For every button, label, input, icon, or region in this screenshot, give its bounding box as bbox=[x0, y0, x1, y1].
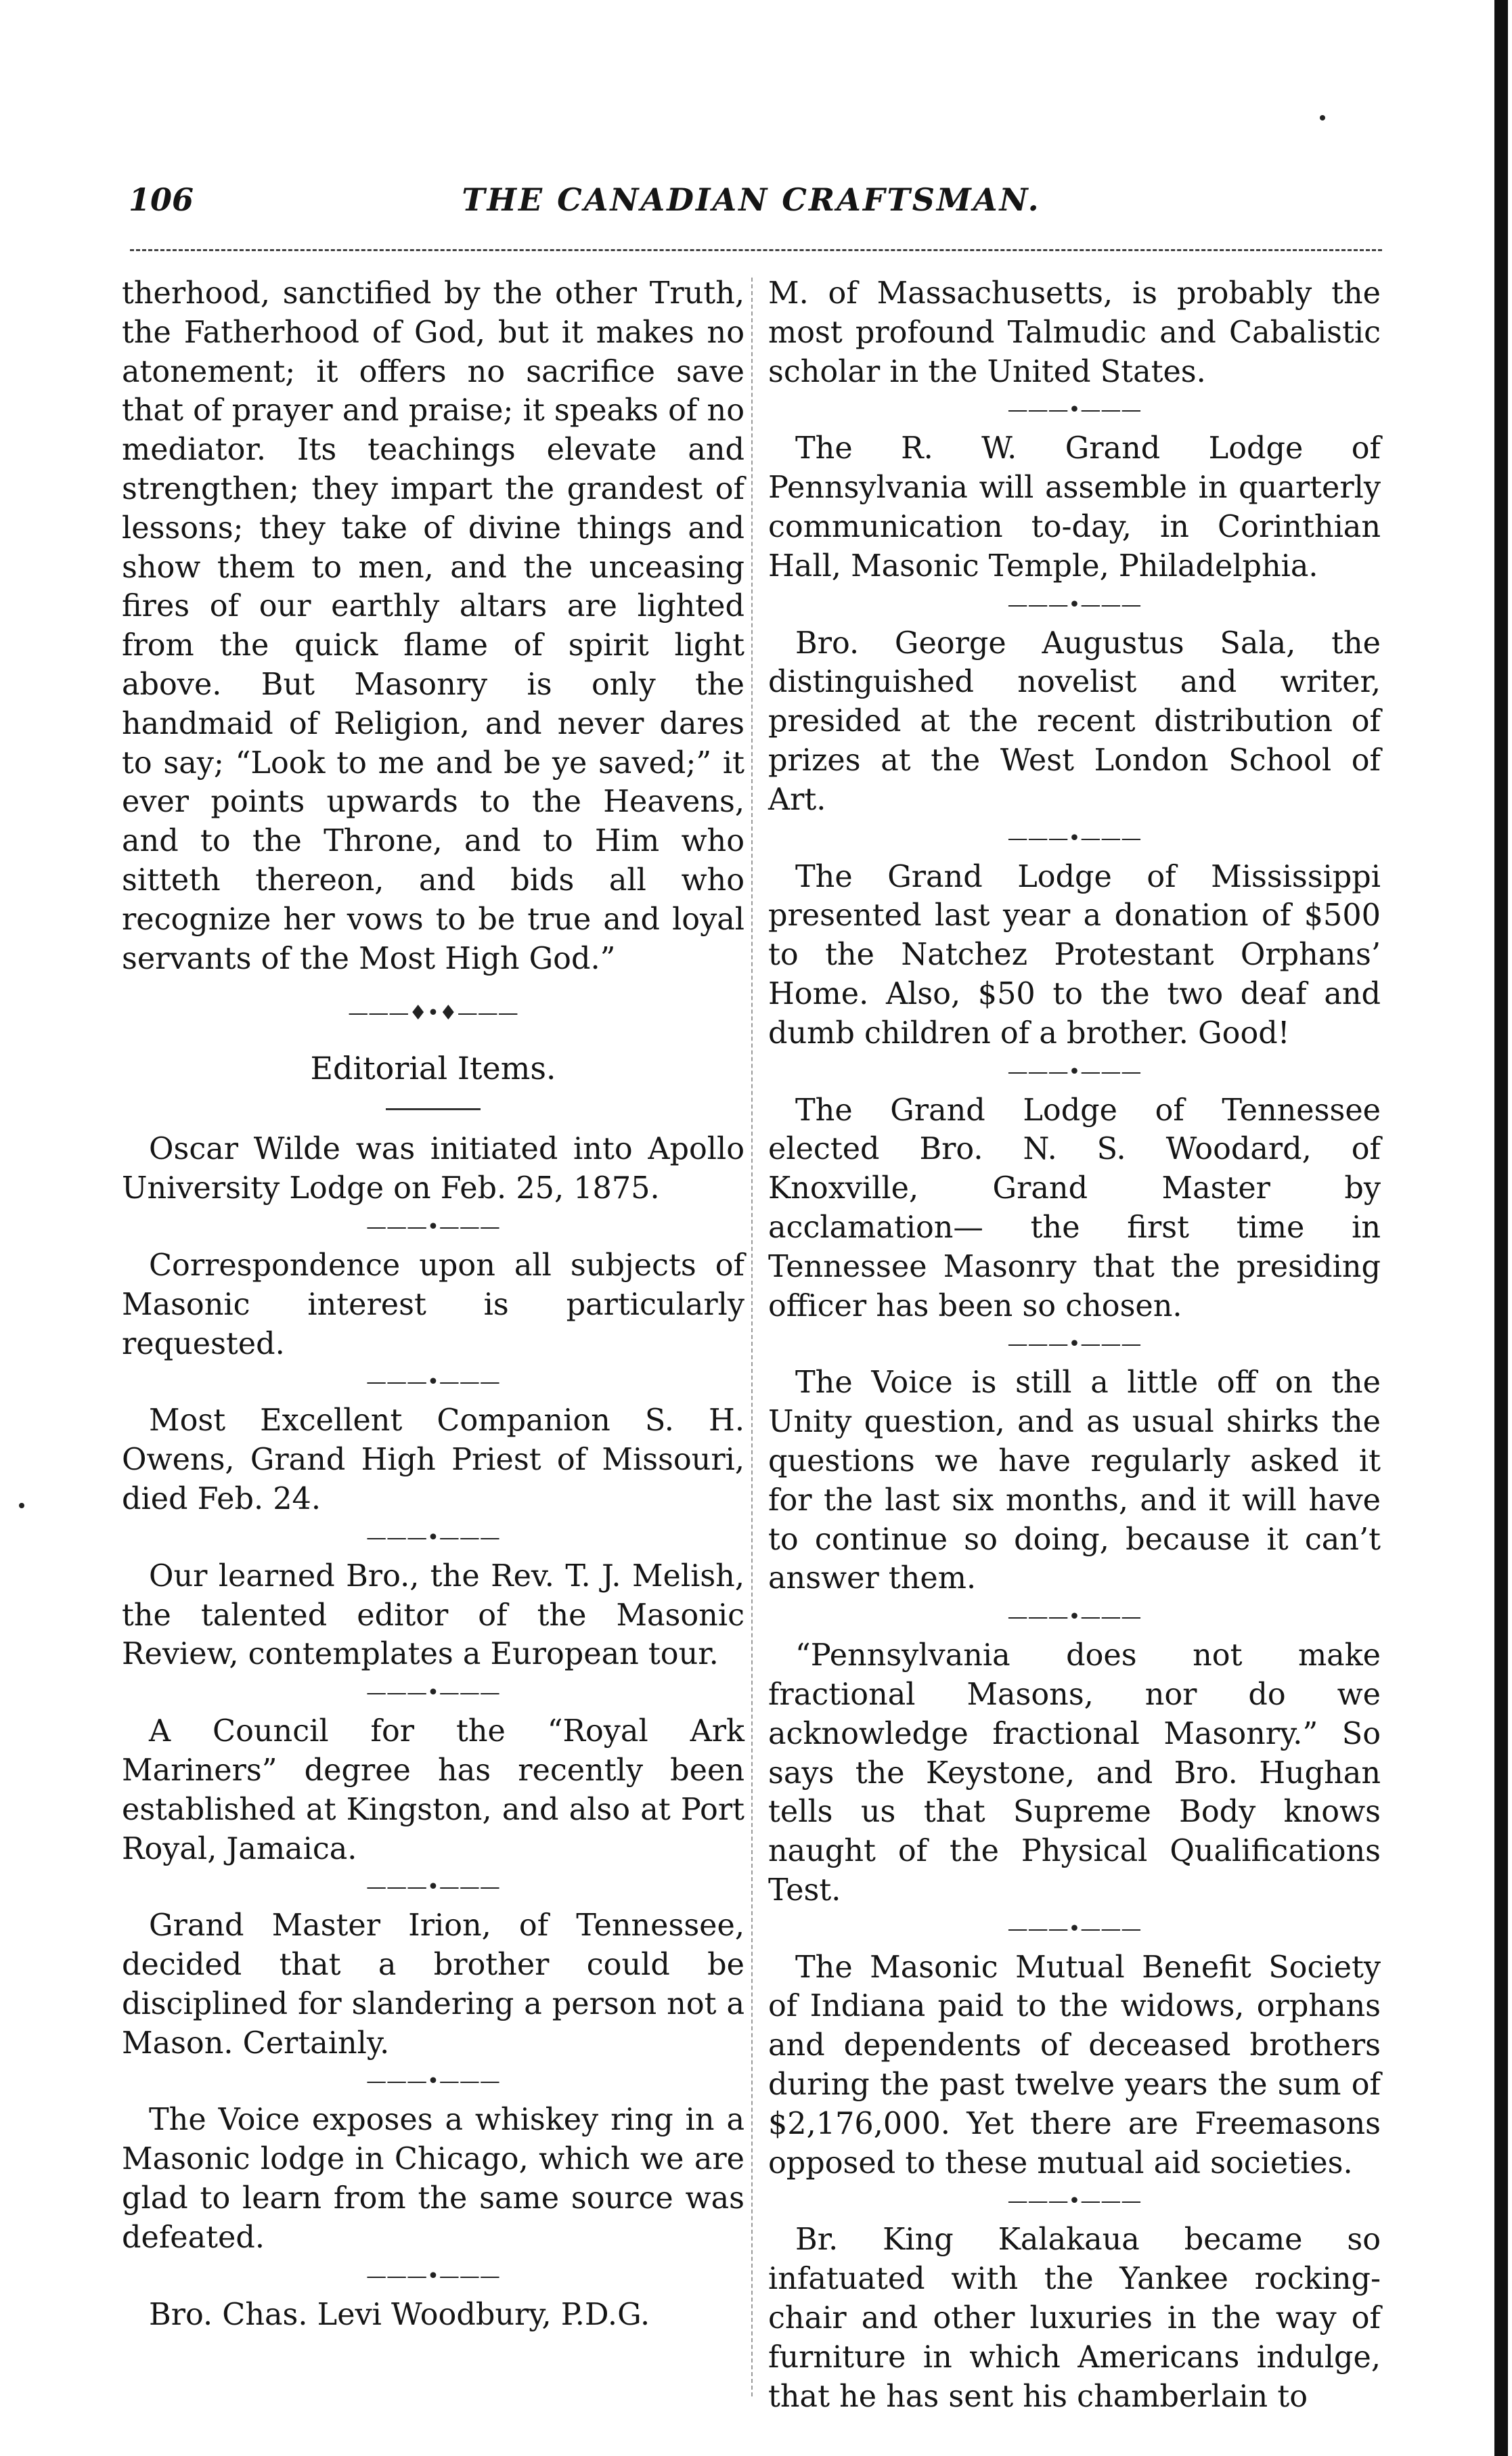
item-separator: ———•——— bbox=[1007, 398, 1142, 422]
item-separator: ———•——— bbox=[366, 1875, 500, 1900]
item-separator: ———•——— bbox=[366, 1214, 500, 1239]
editorial-item: A Council for the “Royal Ark Mariners” degree has recently been established at Kingston, and also at Port Royal, Jamaica. bbox=[122, 1714, 744, 1866]
editorial-item: Our learned Bro., the Rev. T. J. Melish, the talented editor of the Masonic Review, contemplates a European tour. bbox=[122, 1558, 744, 1672]
item-separator: ———•——— bbox=[366, 1681, 500, 1705]
item-separator: ———•——— bbox=[1007, 592, 1142, 617]
item-separator: ———•——— bbox=[366, 1525, 500, 1550]
editorial-item: “Pennsylvania does not make fractional Masons, nor do we acknowledge fractional Masonry.” So says the Keystone, and Bro. Hughan tells us that Supreme Body knows naught of the Physical Qualifications Test. bbox=[768, 1638, 1381, 1908]
item-separator: ———•——— bbox=[1007, 826, 1142, 850]
section-title: Editorial Items. bbox=[310, 1050, 556, 1087]
editorial-item: The Grand Lodge of Tennessee elected Bro. N. S. Woodard, of Knoxville, Grand Master by acclamation— the first time in Tennessee Masonry that the presiding officer has been so chosen. bbox=[768, 1093, 1381, 1323]
editorial-item: The Voice is still a little off on the Unity question, and as usual shirks the questions we have regularly asked it for the last six months, and it will have to continue so doing, because it can’t answer them. bbox=[768, 1365, 1381, 1596]
right-column bbox=[768, 274, 1381, 2416]
page-header bbox=[129, 181, 1374, 229]
continued-item-text: M. of Massachusetts, is probably the most profound Talmudic and Cabalistic scholar in the United States. bbox=[768, 276, 1381, 389]
item-separator: ———•——— bbox=[1007, 1605, 1142, 1629]
title-rule bbox=[122, 1088, 744, 1130]
left-column bbox=[122, 274, 744, 2334]
item-separator: ———•——— bbox=[366, 2264, 500, 2288]
editorial-item: Bro. George Augustus Sala, the distinguished novelist and writer, presided at the recent distribution of prizes at the West London School of Art. bbox=[768, 626, 1381, 817]
editorial-item: The R. W. Grand Lodge of Pennsylvania will assemble in quarterly communication to-day, in Corinthian Hall, Masonic Temple, Philadelphia. bbox=[768, 431, 1381, 584]
item-separator: ———•——— bbox=[1007, 1332, 1142, 1357]
scan-edge-bar bbox=[1494, 0, 1508, 2456]
item-separator: ———•——— bbox=[1007, 2189, 1142, 2214]
section-ornament: ———♦•♦——— bbox=[348, 1001, 518, 1026]
header-rule bbox=[130, 249, 1382, 251]
scan-speck bbox=[1320, 115, 1325, 120]
page-number: 106 bbox=[129, 181, 194, 218]
editorial-item: Grand Master Irion, of Tennessee, decided that a brother could be disciplined for slandering a person not a Mason. Certainly. bbox=[122, 1908, 744, 2061]
editorial-item: The Grand Lodge of Mississippi presented last year a donation of $500 to the Natchez Protestant Orphans’ Home. Also, $50 to the two deaf and dumb children of a brother. Good! bbox=[768, 859, 1381, 1051]
column-separator bbox=[751, 278, 753, 2396]
scan-speck bbox=[19, 1503, 24, 1508]
item-separator: ———•——— bbox=[366, 2069, 500, 2094]
editorial-item: The Masonic Mutual Benefit Society of Indiana paid to the widows, orphans and dependents of deceased brothers during the past twelve years the sum of $2,176,000. Yet there are Freemasons opposed to these mutual aid societies. bbox=[768, 1950, 1381, 2180]
editorial-item: Correspondence upon all subjects of Masonic interest is particularly requested. bbox=[122, 1248, 744, 1361]
continued-article-text: therhood, sanctified by the other Truth, the Fatherhood of God, but it makes no atonement; it offers no sacrifice save that of prayer and praise; it speaks of no mediator. Its teachings elevate and strengthen; they impart the grandest of lessons; they take of divine things and show them to men, and the unceasing fires of our earthly altars are lighted from the quick flame of spirit light above. But Masonry is only the handmaid of Religion, and never dares to say; “Look to me and be ye saved;” it ever points upwards to the Heavens, and to the Throne, and to Him who sitteth thereon, and bids all who recognize her vows to be true and loyal servants of the Most High God.” bbox=[122, 276, 744, 976]
item-separator: ———•——— bbox=[1007, 1916, 1142, 1941]
item-separator: ———•——— bbox=[366, 1370, 500, 1395]
item-separator: ———•——— bbox=[1007, 1059, 1142, 1084]
editorial-item: Most Excellent Companion S. H. Owens, Grand High Priest of Missouri, died Feb. 24. bbox=[122, 1403, 744, 1516]
editorial-item: Br. King Kalakaua became so infatuated with the Yankee rocking-chair and other luxuries in the way of furniture in which Americans indulge, that he has sent his chamberlain to bbox=[768, 2222, 1381, 2414]
editorial-item: Bro. Chas. Levi Woodbury, P.D.G. bbox=[149, 2297, 650, 2332]
editorial-item: Oscar Wilde was initiated into Apollo University Lodge on Feb. 25, 1875. bbox=[122, 1132, 744, 1206]
editorial-item: The Voice exposes a whiskey ring in a Masonic lodge in Chicago, which we are glad to learn from the same source was defeated. bbox=[122, 2103, 744, 2255]
running-title: THE CANADIAN CRAFTSMAN. bbox=[462, 181, 1041, 218]
